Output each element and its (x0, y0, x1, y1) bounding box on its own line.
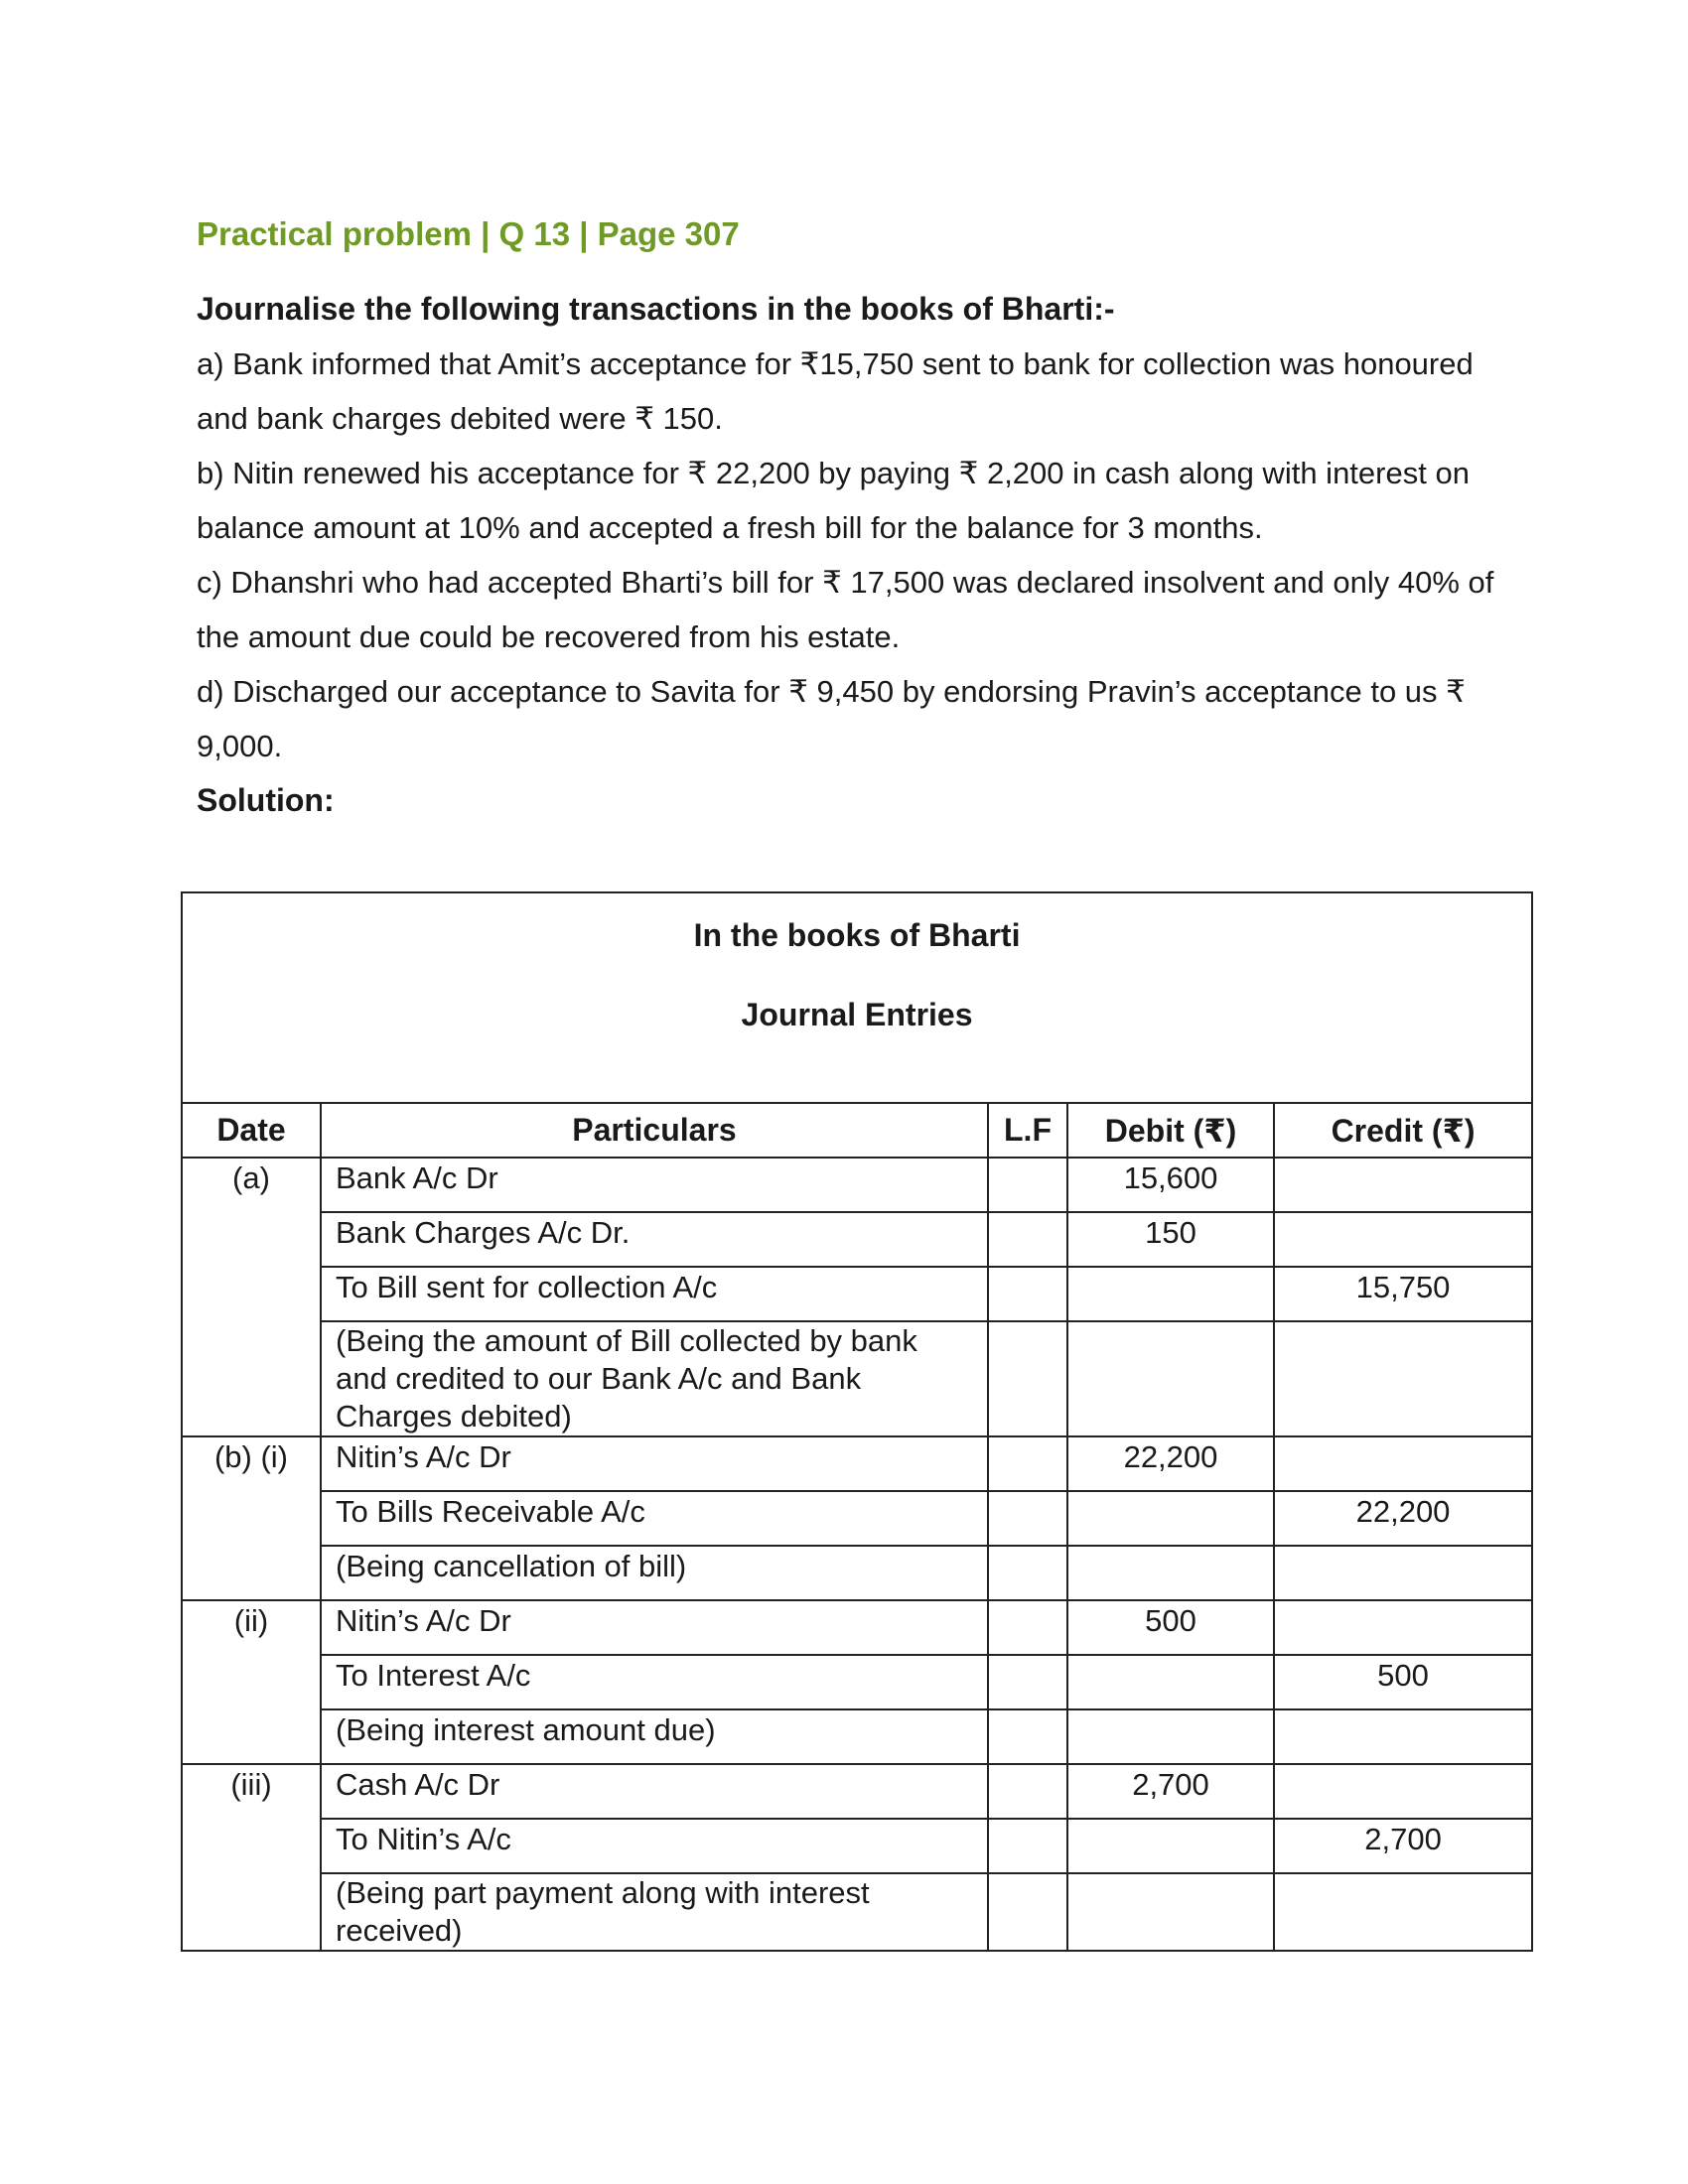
credit-cell: 2,700 (1274, 1819, 1532, 1873)
lf-cell (988, 1212, 1067, 1267)
question-title: Journalise the following transactions in the books of Bharti:- (197, 291, 1115, 327)
credit-cell (1274, 1158, 1532, 1212)
debit-cell (1067, 1267, 1274, 1321)
particulars-cell: To Bill sent for collection A/c (321, 1267, 988, 1321)
header-particulars: Particulars (321, 1103, 988, 1158)
narration-cell: (Being part payment along with interest received) (321, 1873, 988, 1951)
credit-cell (1274, 1764, 1532, 1819)
entry-date: (ii) (182, 1600, 321, 1764)
particulars-cell: Cash A/c Dr (321, 1764, 988, 1819)
journal-header-row (182, 1103, 1532, 1158)
lf-cell (988, 1764, 1067, 1819)
credit-cell (1274, 1873, 1532, 1951)
table-row (182, 1158, 1532, 1212)
credit-cell (1274, 1436, 1532, 1491)
question-d: d) Discharged our acceptance to Savita for ₹ 9,450 by endorsing Pravin’s acceptance to us ₹ 9,000. (197, 674, 1466, 763)
header-lf: L.F (988, 1103, 1067, 1158)
debit-cell: 22,200 (1067, 1436, 1274, 1491)
debit-cell (1067, 1873, 1274, 1951)
table-row (182, 1709, 1532, 1764)
particulars-cell: Nitin’s A/c Dr (321, 1600, 988, 1655)
lf-cell (988, 1491, 1067, 1546)
table-row (182, 1655, 1532, 1709)
credit-cell (1274, 1709, 1532, 1764)
lf-cell (988, 1267, 1067, 1321)
header-debit: Debit (₹) (1067, 1103, 1274, 1158)
particulars-cell: To Interest A/c (321, 1655, 988, 1709)
particulars-cell: Bank Charges A/c Dr. (321, 1212, 988, 1267)
question-c: c) Dhanshri who had accepted Bharti’s bill for ₹ 17,500 was declared insolvent and only 40% of the amount due could be recovered from his estate. (197, 565, 1494, 654)
document-page (197, 206, 1527, 828)
journal-caption-row (182, 892, 1532, 1103)
journal-caption (182, 892, 1532, 1103)
lf-cell (988, 1655, 1067, 1709)
table-row (182, 1600, 1532, 1655)
debit-cell: 2,700 (1067, 1764, 1274, 1819)
journal-entries-title: Journal Entries (741, 997, 973, 1032)
journal-table (181, 891, 1533, 1952)
narration-cell: (Being the amount of Bill collected by bank and credited to our Bank A/c and Bank Charges debited) (321, 1321, 988, 1436)
credit-cell (1274, 1600, 1532, 1655)
header-date: Date (182, 1103, 321, 1158)
debit-cell (1067, 1546, 1274, 1600)
lf-cell (988, 1158, 1067, 1212)
credit-cell: 500 (1274, 1655, 1532, 1709)
entry-date: (a) (182, 1158, 321, 1436)
credit-cell: 15,750 (1274, 1267, 1532, 1321)
debit-cell: 15,600 (1067, 1158, 1274, 1212)
credit-cell (1274, 1321, 1532, 1436)
table-row (182, 1436, 1532, 1491)
question-b: b) Nitin renewed his acceptance for ₹ 22,200 by paying ₹ 2,200 in cash along with interest on balance amount at 10% and accepted a fresh bill for the balance for 3 months. (197, 456, 1470, 545)
narration-cell: (Being cancellation of bill) (321, 1546, 988, 1600)
particulars-cell: To Nitin’s A/c (321, 1819, 988, 1873)
entry-date: (b) (i) (182, 1436, 321, 1600)
lf-cell (988, 1600, 1067, 1655)
debit-cell (1067, 1491, 1274, 1546)
lf-cell (988, 1873, 1067, 1951)
table-row (182, 1491, 1532, 1546)
table-row (182, 1212, 1532, 1267)
particulars-cell: Bank A/c Dr (321, 1158, 988, 1212)
solution-label: Solution: (197, 782, 335, 818)
lf-cell (988, 1709, 1067, 1764)
lf-cell (988, 1819, 1067, 1873)
credit-cell: 22,200 (1274, 1491, 1532, 1546)
debit-cell: 150 (1067, 1212, 1274, 1267)
lf-cell (988, 1321, 1067, 1436)
credit-cell (1274, 1212, 1532, 1267)
debit-cell (1067, 1655, 1274, 1709)
lf-cell (988, 1546, 1067, 1600)
problem-heading: Practical problem | Q 13 | Page 307 (197, 215, 740, 252)
debit-cell: 500 (1067, 1600, 1274, 1655)
table-row (182, 1764, 1532, 1819)
lf-cell (988, 1436, 1067, 1491)
particulars-cell: To Bills Receivable A/c (321, 1491, 988, 1546)
journal-book-title: In the books of Bharti (693, 917, 1021, 953)
table-row (182, 1819, 1532, 1873)
debit-cell (1067, 1321, 1274, 1436)
table-row (182, 1321, 1532, 1436)
table-row (182, 1873, 1532, 1951)
journal-table-wrapper (181, 891, 1533, 1952)
table-row (182, 1267, 1532, 1321)
credit-cell (1274, 1546, 1532, 1600)
particulars-cell: Nitin’s A/c Dr (321, 1436, 988, 1491)
debit-cell (1067, 1709, 1274, 1764)
debit-cell (1067, 1819, 1274, 1873)
table-row (182, 1546, 1532, 1600)
entry-date: (iii) (182, 1764, 321, 1951)
narration-cell: (Being interest amount due) (321, 1709, 988, 1764)
question-a: a) Bank informed that Amit’s acceptance for ₹15,750 sent to bank for collection was honoured and bank charges debited were ₹ 150. (197, 346, 1474, 436)
header-credit: Credit (₹) (1274, 1103, 1532, 1158)
